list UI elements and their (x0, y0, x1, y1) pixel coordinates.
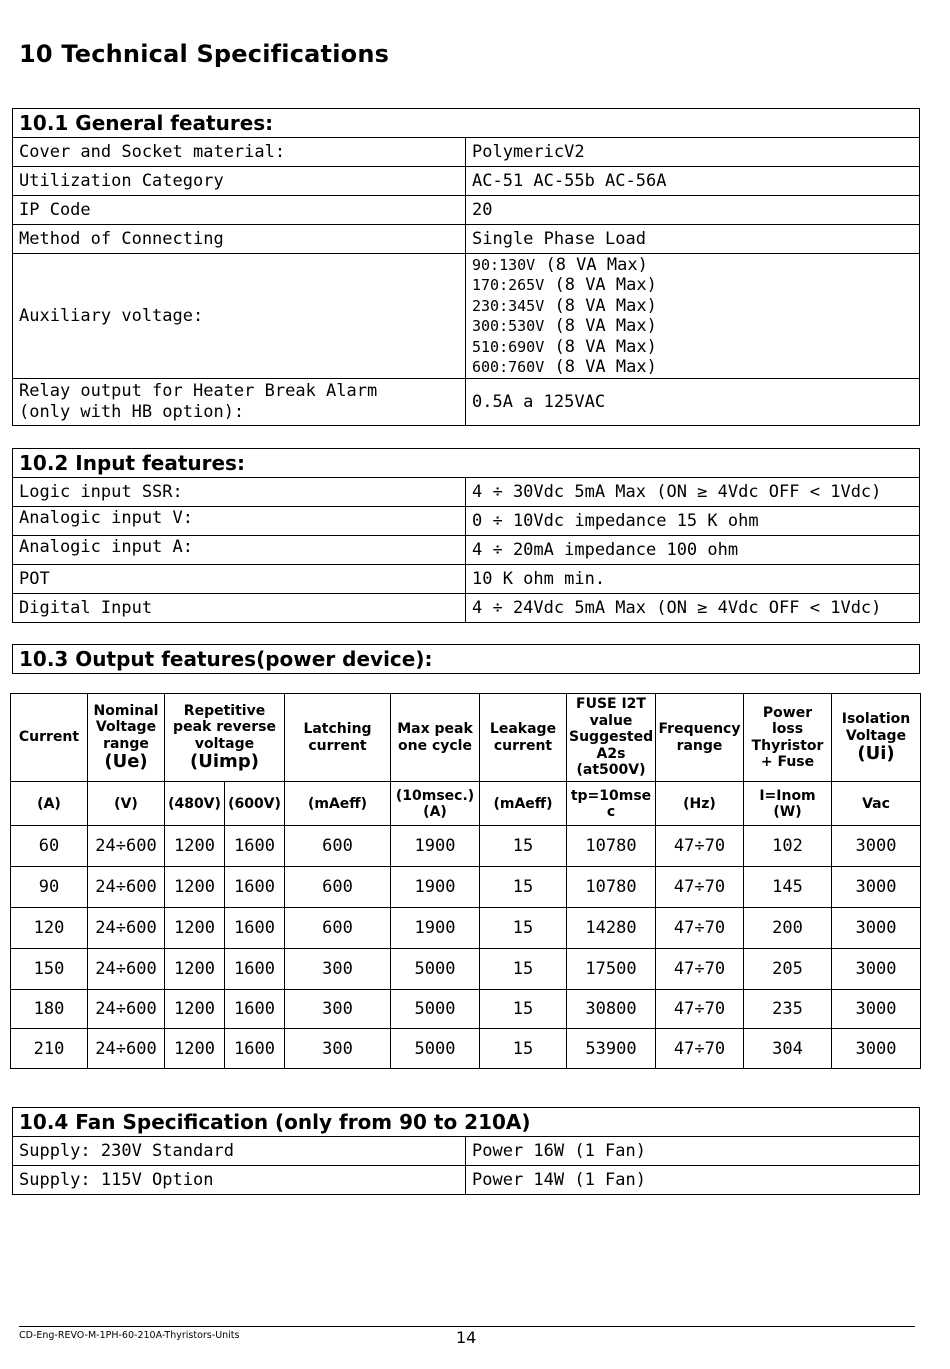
input-features-table (12, 448, 920, 623)
cell-frequency: 47÷70 (656, 990, 744, 1029)
unit-nominal: (V) (88, 782, 165, 826)
aux-voltage-values (466, 254, 920, 379)
table-row (13, 254, 920, 379)
table-row (13, 379, 920, 426)
col-header-maxpeak: Max peak one cycle (391, 694, 480, 782)
spec-label: Cover and Socket material: (13, 138, 466, 167)
cell-rep-480: 1200 (165, 1029, 225, 1069)
table-row (13, 478, 920, 507)
cell-rep-600: 1600 (225, 908, 285, 949)
fan-spec-heading: 10.4 Fan Specification (only from 90 to 210A) (13, 1108, 920, 1137)
table-row (13, 196, 920, 225)
spec-value: 0 ÷ 10Vdc impedance 15 K ohm (466, 507, 920, 536)
spec-label: Logic input SSR: (13, 478, 466, 507)
spec-value: 20 (466, 196, 920, 225)
table-row (11, 908, 921, 949)
table-row (11, 826, 921, 867)
spec-label: Method of Connecting (13, 225, 466, 254)
unit-frequency: (Hz) (656, 782, 744, 826)
spec-value: 4 ÷ 20mA impedance 100 ohm (466, 536, 920, 565)
cell-fuse: 53900 (567, 1029, 656, 1069)
relay-output-value: 0.5A a 125VAC (466, 379, 920, 426)
cell-powerloss: 102 (744, 826, 832, 867)
cell-rep-600: 1600 (225, 990, 285, 1029)
aux-voltage-line: 300:530V (8 VA Max) (472, 316, 657, 336)
cell-leakage: 15 (480, 949, 567, 990)
cell-frequency: 47÷70 (656, 826, 744, 867)
spec-label: Digital Input (13, 594, 466, 623)
cell-isolation: 3000 (832, 908, 921, 949)
cell-maxpeak: 1900 (391, 867, 480, 908)
cell-leakage: 15 (480, 990, 567, 1029)
cell-maxpeak: 5000 (391, 949, 480, 990)
cell-nominal: 24÷600 (88, 1029, 165, 1069)
cell-current: 90 (11, 867, 88, 908)
cell-fuse: 10780 (567, 867, 656, 908)
output-rows (11, 826, 921, 1069)
spec-value: Single Phase Load (466, 225, 920, 254)
table-row (13, 225, 920, 254)
cell-frequency: 47÷70 (656, 949, 744, 990)
fan-spec-table (12, 1107, 920, 1195)
general-features-heading: 10.1 General features: (13, 109, 920, 138)
table-row (13, 1137, 920, 1166)
relay-output-label: Relay output for Heater Break Alarm (only with HB option): (13, 379, 466, 426)
cell-current: 150 (11, 949, 88, 990)
col-header-latching: Latching current (285, 694, 391, 782)
cell-current: 180 (11, 990, 88, 1029)
cell-latching: 300 (285, 990, 391, 1029)
table-row (13, 138, 920, 167)
table-row (13, 594, 920, 623)
cell-latching: 600 (285, 826, 391, 867)
output-features-heading-table (12, 644, 920, 674)
col-header-frequency: Frequency range (656, 694, 744, 782)
spec-label: Analogic input A: (13, 536, 466, 565)
cell-leakage: 15 (480, 1029, 567, 1069)
aux-voltage-line: 170:265V (8 VA Max) (472, 275, 657, 295)
spec-value: 4 ÷ 30Vdc 5mA Max (ON ≥ 4Vdc OFF < 1Vdc) (466, 478, 920, 507)
aux-voltage-line: 600:760V (8 VA Max) (472, 357, 657, 377)
unit-rep-480: (480V) (165, 782, 225, 826)
page-title: 10 Technical Specifications (19, 40, 390, 68)
unit-maxpeak: (10msec.) (A) (391, 782, 480, 826)
cell-current: 120 (11, 908, 88, 949)
cell-isolation: 3000 (832, 949, 921, 990)
table-row (11, 990, 921, 1029)
spec-label: Supply: 115V Option (13, 1166, 466, 1195)
general-features-table (12, 108, 920, 426)
cell-leakage: 15 (480, 826, 567, 867)
aux-voltage-line: 230:345V (8 VA Max) (472, 295, 657, 316)
spec-value: Power 14W (1 Fan) (466, 1166, 920, 1195)
col-header-leakage: Leakage current (480, 694, 567, 782)
unit-latching: (mAeff) (285, 782, 391, 826)
col-header-powerloss: Power loss Thyristor + Fuse (744, 694, 832, 782)
cell-leakage: 15 (480, 867, 567, 908)
table-row (13, 1166, 920, 1195)
cell-maxpeak: 5000 (391, 1029, 480, 1069)
unit-current: (A) (11, 782, 88, 826)
spec-value: Power 16W (1 Fan) (466, 1137, 920, 1166)
cell-frequency: 47÷70 (656, 867, 744, 908)
cell-rep-600: 1600 (225, 826, 285, 867)
page-number: 14 (456, 1328, 477, 1347)
cell-latching: 600 (285, 867, 391, 908)
cell-rep-600: 1600 (225, 867, 285, 908)
table-row (11, 867, 921, 908)
spec-label: Analogic input V: (13, 507, 466, 536)
cell-frequency: 47÷70 (656, 1029, 744, 1069)
cell-rep-600: 1600 (225, 949, 285, 990)
aux-voltage-line: 90:130V (8 VA Max) (472, 254, 648, 275)
footer-doc-code: CD-Eng-REVO-M-1PH-60-210A-Thyristors-Units (19, 1330, 240, 1341)
col-header-repetitive: Repetitive peak reverse voltage (Uimp) (165, 694, 285, 782)
cell-fuse: 10780 (567, 826, 656, 867)
cell-latching: 300 (285, 949, 391, 990)
table-row (13, 167, 920, 196)
table-row (13, 507, 920, 536)
spec-label: IP Code (13, 196, 466, 225)
spec-label: POT (13, 565, 466, 594)
cell-rep-480: 1200 (165, 867, 225, 908)
table-row (11, 1029, 921, 1069)
unit-isolation: Vac (832, 782, 921, 826)
cell-nominal: 24÷600 (88, 867, 165, 908)
spec-value: PolymericV2 (466, 138, 920, 167)
cell-maxpeak: 1900 (391, 826, 480, 867)
output-features-table (10, 693, 921, 1069)
cell-nominal: 24÷600 (88, 908, 165, 949)
cell-nominal: 24÷600 (88, 949, 165, 990)
cell-powerloss: 304 (744, 1029, 832, 1069)
table-row (11, 949, 921, 990)
cell-maxpeak: 1900 (391, 908, 480, 949)
unit-leakage: (mAeff) (480, 782, 567, 826)
cell-current: 60 (11, 826, 88, 867)
output-features-heading: 10.3 Output features(power device): (13, 645, 920, 674)
cell-rep-480: 1200 (165, 990, 225, 1029)
unit-fuse: tp=10msec (567, 782, 656, 826)
table-row (13, 536, 920, 565)
cell-powerloss: 235 (744, 990, 832, 1029)
aux-voltage-label: Auxiliary voltage: (13, 254, 466, 379)
unit-powerloss: I=Inom (W) (744, 782, 832, 826)
cell-nominal: 24÷600 (88, 990, 165, 1029)
cell-latching: 300 (285, 1029, 391, 1069)
cell-powerloss: 200 (744, 908, 832, 949)
cell-maxpeak: 5000 (391, 990, 480, 1029)
col-header-isolation: Isolation Voltage (Ui) (832, 694, 921, 782)
units-row (11, 782, 921, 826)
cell-fuse: 17500 (567, 949, 656, 990)
footer-divider (19, 1326, 915, 1327)
cell-fuse: 30800 (567, 990, 656, 1029)
cell-rep-480: 1200 (165, 949, 225, 990)
cell-latching: 600 (285, 908, 391, 949)
cell-isolation: 3000 (832, 867, 921, 908)
spec-value: 10 K ohm min. (466, 565, 920, 594)
cell-rep-480: 1200 (165, 826, 225, 867)
header-row (11, 694, 921, 782)
cell-isolation: 3000 (832, 990, 921, 1029)
cell-powerloss: 205 (744, 949, 832, 990)
cell-isolation: 3000 (832, 1029, 921, 1069)
cell-leakage: 15 (480, 908, 567, 949)
cell-rep-600: 1600 (225, 1029, 285, 1069)
input-features-heading: 10.2 Input features: (13, 449, 920, 478)
cell-powerloss: 145 (744, 867, 832, 908)
aux-voltage-line: 510:690V (8 VA Max) (472, 336, 657, 357)
table-row (13, 565, 920, 594)
col-header-fuse: FUSE I2T value Suggested A2s (at500V) (567, 694, 656, 782)
spec-value: 4 ÷ 24Vdc 5mA Max (ON ≥ 4Vdc OFF < 1Vdc) (466, 594, 920, 623)
spec-label: Utilization Category (13, 167, 466, 196)
col-header-nominal: Nominal Voltage range (Ue) (88, 694, 165, 782)
cell-nominal: 24÷600 (88, 826, 165, 867)
spec-label: Supply: 230V Standard (13, 1137, 466, 1166)
cell-fuse: 14280 (567, 908, 656, 949)
unit-rep-600: (600V) (225, 782, 285, 826)
col-header-current: Current (11, 694, 88, 782)
cell-frequency: 47÷70 (656, 908, 744, 949)
cell-rep-480: 1200 (165, 908, 225, 949)
spec-value: AC-51 AC-55b AC-56A (466, 167, 920, 196)
cell-current: 210 (11, 1029, 88, 1069)
cell-isolation: 3000 (832, 826, 921, 867)
